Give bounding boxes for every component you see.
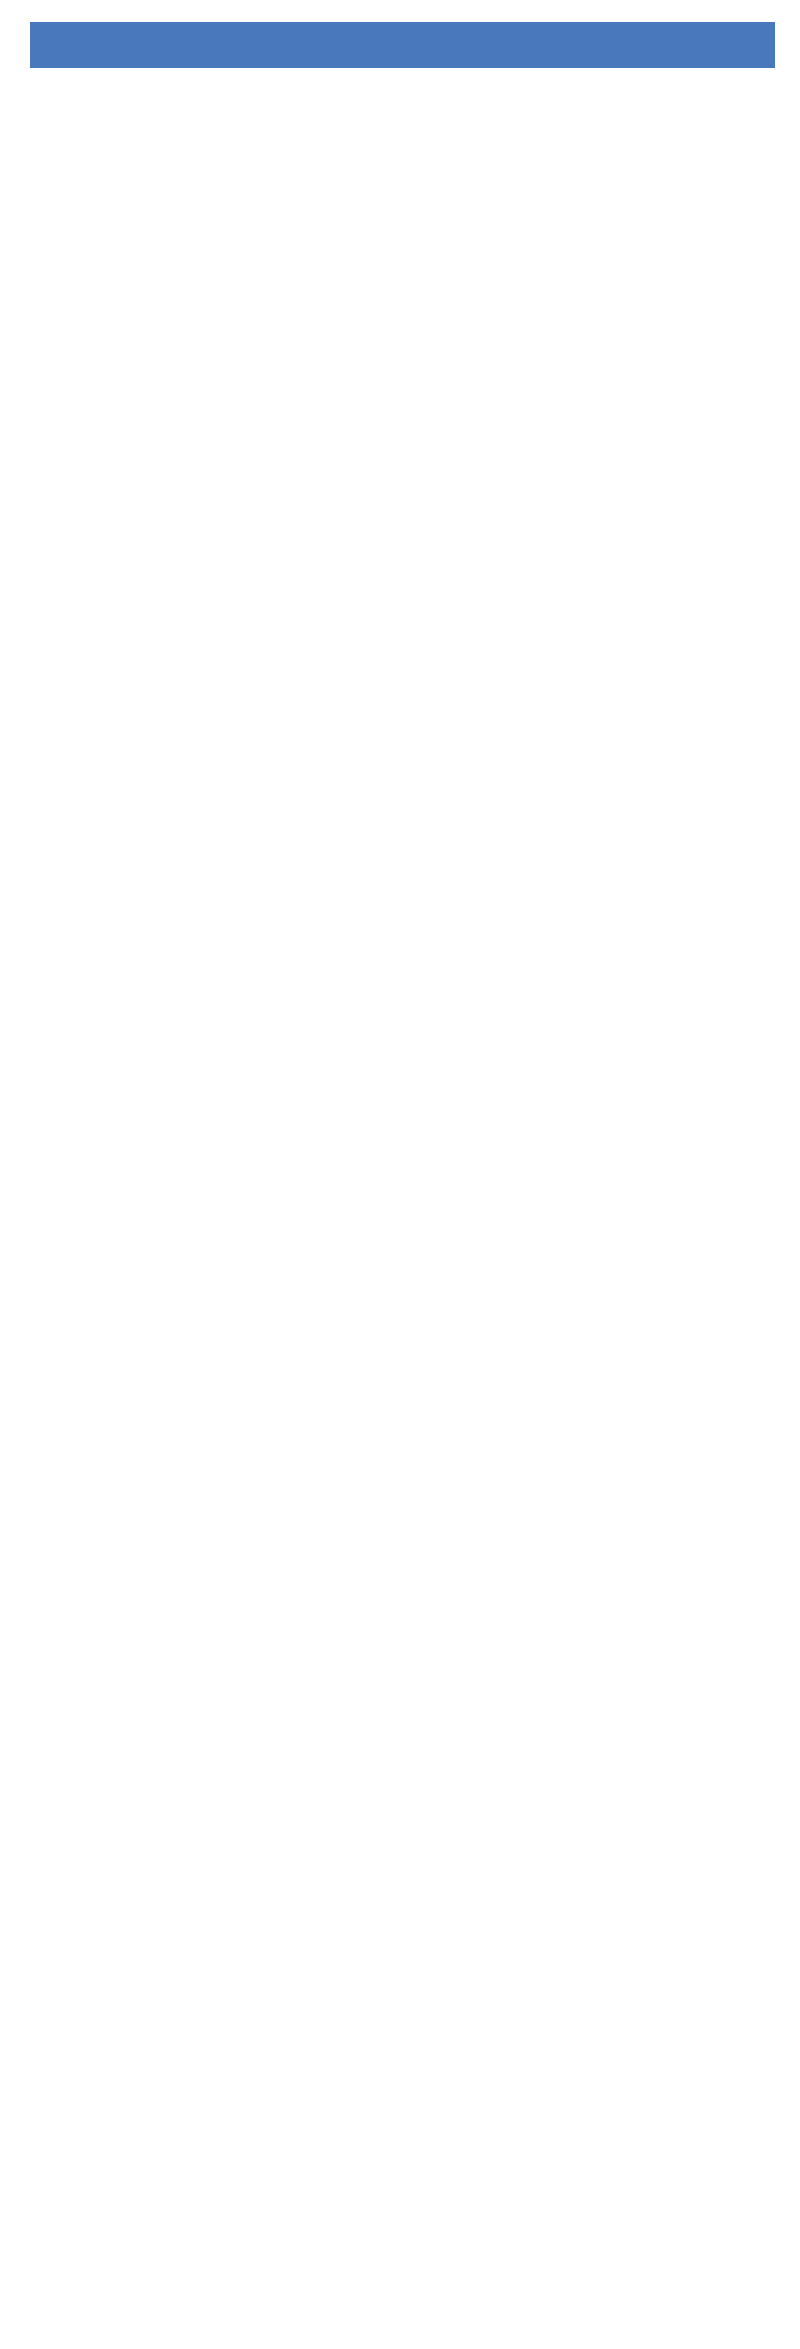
page-title <box>30 22 775 68</box>
